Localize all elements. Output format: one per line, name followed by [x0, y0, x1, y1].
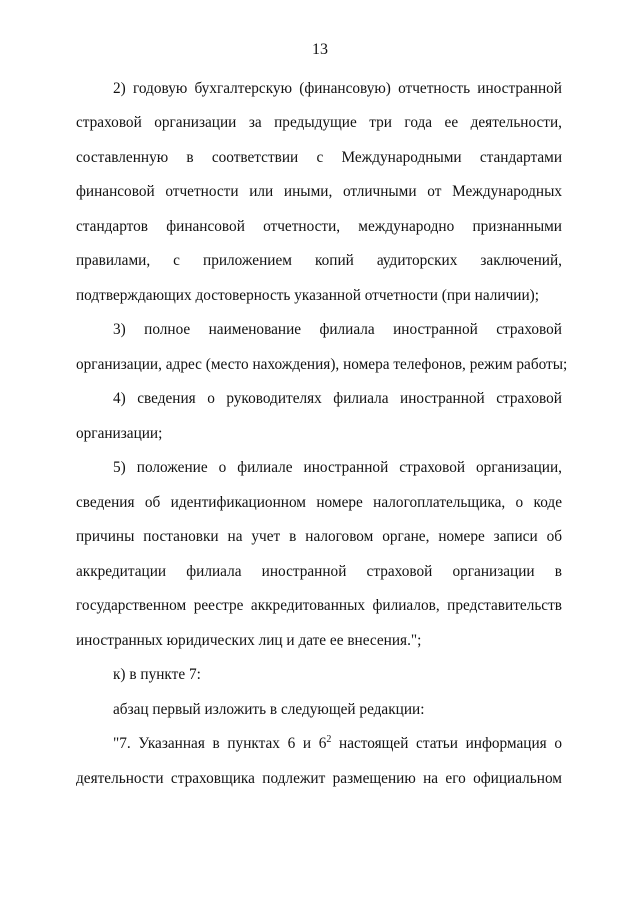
superscript: 2 [326, 734, 332, 745]
page-number: 13 [312, 41, 328, 58]
text-line: страховой организации за предыдущие три года ее деятельности, [76, 114, 562, 131]
text-line: деятельности страховщика подлежит размещению на его официальном [76, 770, 562, 787]
text-line: 5) положение о филиале иностранной страховой организации, [113, 459, 562, 476]
text-line: правилами, с приложением копий аудиторских заключений, [76, 252, 562, 269]
text-line: стандартов финансовой отчетности, международно признанными [76, 218, 562, 235]
text-line: 2) годовую бухгалтерскую (финансовую) отчетность иностранной [113, 80, 562, 97]
text-line: к) в пункте 7: [113, 666, 201, 683]
text-line: подтверждающих достоверность указанной отчетности (при наличии); [76, 287, 540, 304]
text-line: абзац первый изложить в следующей редакции: [113, 701, 425, 718]
text-line: аккредитации филиала иностранной страховой организации в [76, 563, 562, 580]
text-fragment: настоящей статьи информация о [331, 735, 563, 752]
text-line-with-superscript [113, 734, 562, 754]
text-line: сведения об идентификационном номере налогоплательщика, о коде [76, 494, 562, 511]
text-line: 4) сведения о руководителях филиала иностранной страховой [113, 390, 562, 407]
text-line: 3) полное наименование филиала иностранной страховой [113, 321, 562, 338]
text-line: финансовой отчетности или иными, отличными от Международных [76, 183, 562, 200]
text-line: иностранных юридических лиц и дате ее внесения."; [76, 632, 422, 649]
text-fragment: "7. Указанная в пунктах 6 и 6 [113, 735, 327, 752]
text-line: организации; [76, 425, 163, 442]
text-line: государственном реестре аккредитованных филиалов, представительств [76, 597, 562, 614]
text-line: причины постановки на учет в налоговом органе, номере записи об [76, 528, 562, 545]
text-line: составленную в соответствии с Международными стандартами [76, 149, 562, 166]
text-line: организации, адрес (место нахождения), номера телефонов, режим работы; [76, 356, 568, 373]
